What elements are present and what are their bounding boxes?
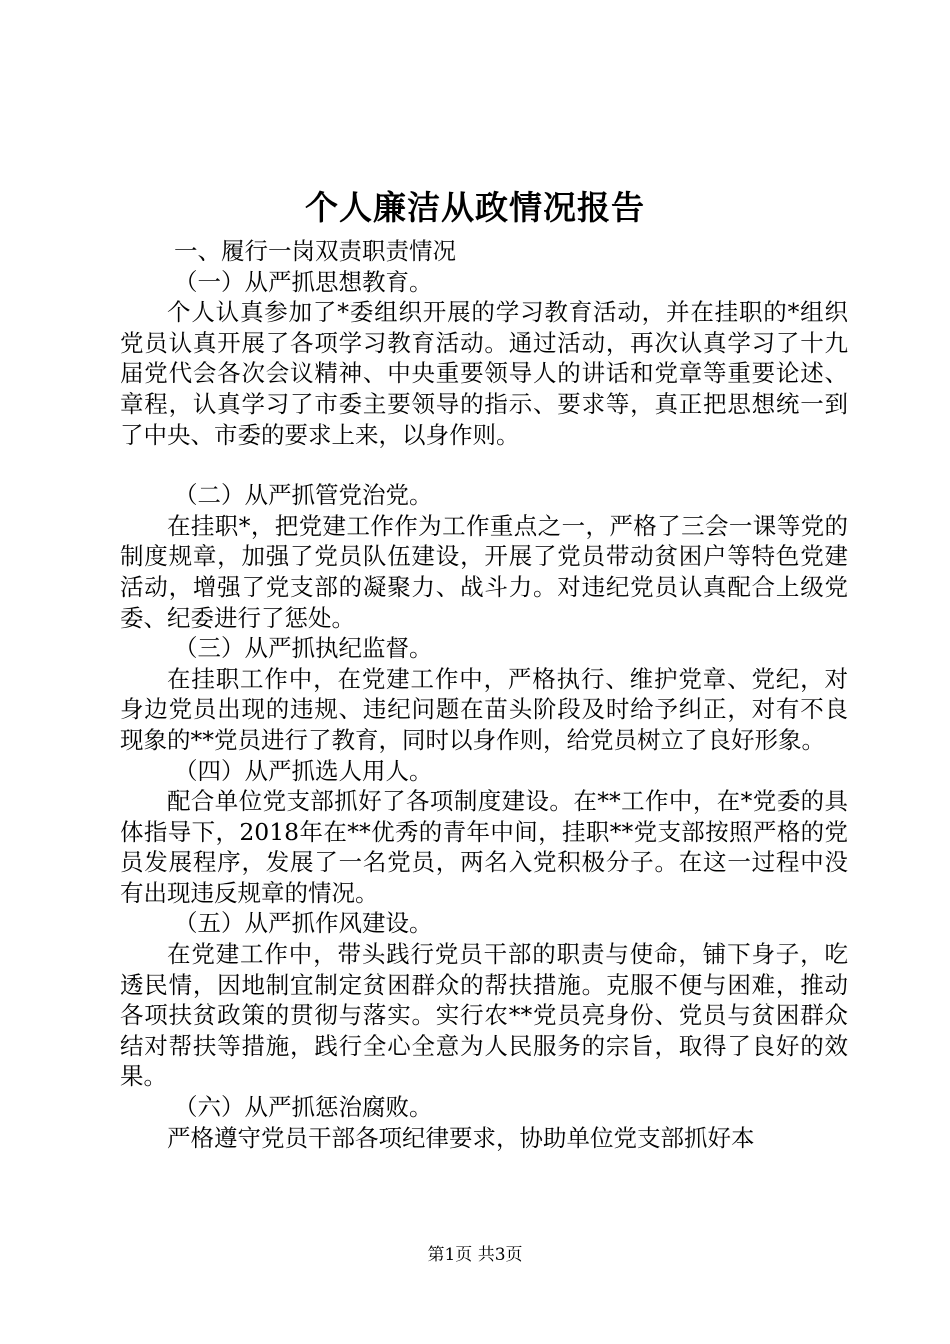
- page-title: 个人廉洁从政情况报告: [305, 188, 645, 227]
- paragraph-5: 在党建工作中，带头践行党员干部的职责与使命，铺下身子，吃透民情，因地制宜制定贫困群众的帮扶措施。克服不便与困难，推动各项扶贫政策的贯彻与落实。实行农**党员亮身份、党员与贫困群众结对帮扶等措施，践行全心全意为人民服务的宗旨，取得了良好的效果。: [120, 940, 848, 1091]
- paragraph-6: 严格遵守党员干部各项纪律要求，协助单位党支部抓好本: [167, 1123, 755, 1152]
- subsection-heading-4: （四）从严抓选人用人。: [174, 756, 433, 785]
- paragraph-gap: [120, 450, 848, 480]
- paragraph-2: 在挂职*，把党建工作作为工作重点之一，严格了三会一课等党的制度规章，加强了党员队伍建设，开展了党员带动贫困户等特色党建活动，增强了党支部的凝聚力、战斗力。对违纪党员认真配合上级党委、纪委进行了惩处。: [120, 511, 848, 632]
- subsection-heading-1: （一）从严抓思想教育。: [174, 267, 433, 296]
- paragraph-4: 配合单位党支部抓好了各项制度建设。在**工作中，在*党委的具体指导下，2018年在**优秀的青年中间，挂职**党支部按照严格的党员发展程序，发展了一名党员，两名入党积极分子。在这一过程中没有出现违反规章的情况。: [120, 787, 848, 907]
- paragraph-3: 在挂职工作中，在党建工作中，严格执行、维护党章、党纪，对身边党员出现的违规、违纪问题在苗头阶段及时给予纠正，对有不良现象的**党员进行了教育，同时以身作则，给党员树立了良好形象。: [120, 664, 848, 754]
- section-heading-1: 一、履行一岗双责职责情况: [174, 237, 457, 265]
- page-footer: 第1页 共3页: [427, 1245, 523, 1265]
- subsection-heading-5: （五）从严抓作风建设。: [174, 909, 433, 938]
- subsection-heading-2: （二）从严抓管党治党。: [174, 481, 433, 510]
- subsection-heading-3: （三）从严抓执纪监督。: [174, 634, 433, 663]
- subsection-heading-6: （六）从严抓惩治腐败。: [174, 1093, 433, 1122]
- paragraph-1: 个人认真参加了*委组织开展的学习教育活动，并在挂职的*组织党员认真开展了各项学习教育活动。通过活动，再次认真学习了十九届党代会各次会议精神、中央重要领导人的讲话和党章等重要论述、章程，认真学习了市委主要领导的指示、要求等，真正把思想统一到了中央、市委的要求上来，以身作则。: [120, 298, 848, 449]
- document-body: [120, 236, 848, 1153]
